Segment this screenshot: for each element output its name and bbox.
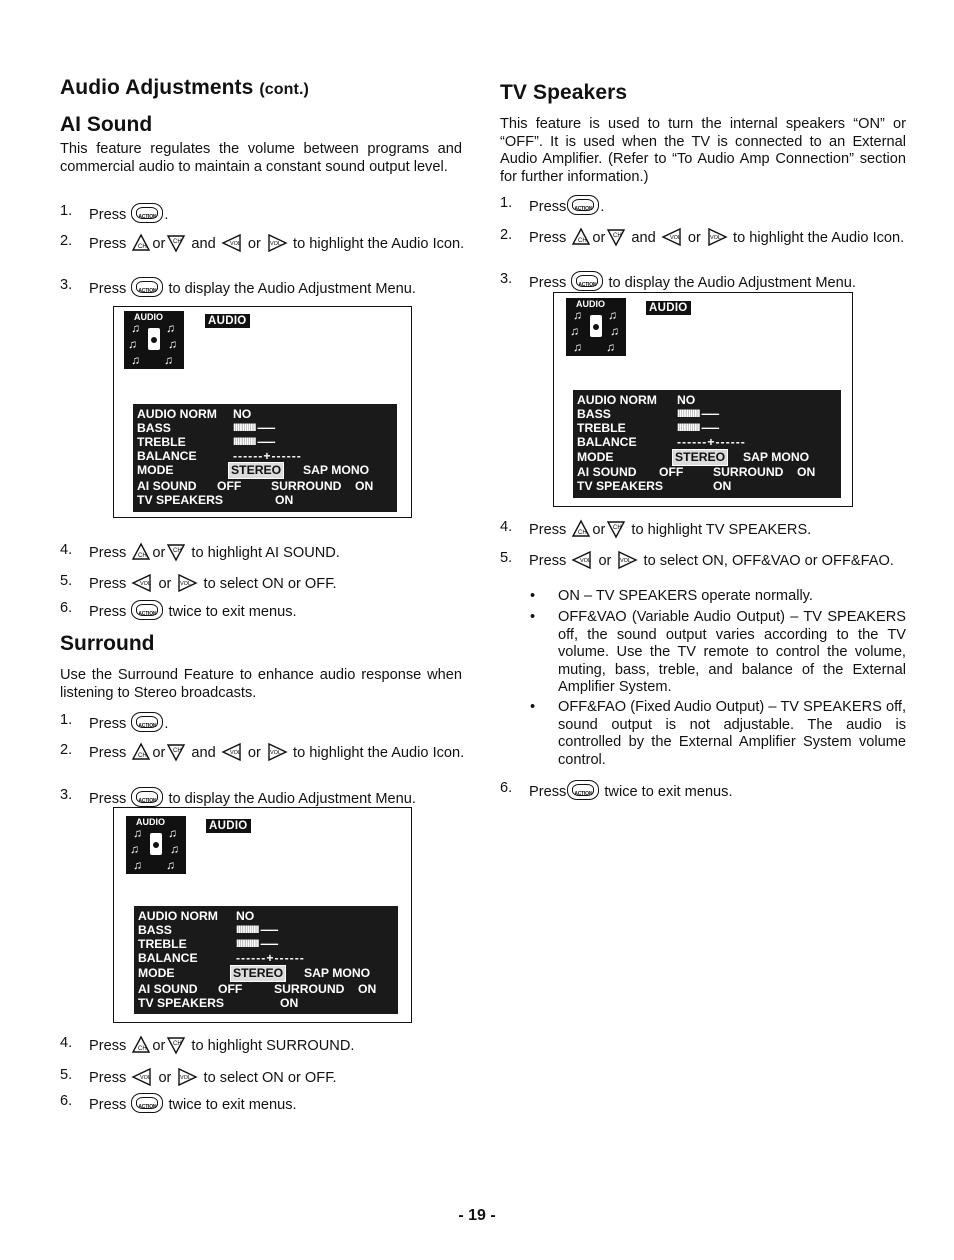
step-text: or [158, 576, 172, 592]
vol-left-icon [661, 227, 683, 247]
audio-menu-screen [113, 306, 412, 518]
vol-left-icon [131, 1067, 153, 1087]
step-text: Press [529, 199, 567, 215]
step-text: Press [89, 604, 127, 620]
treble-bar: IIIIIIIIIIII ------- [236, 938, 278, 950]
vol-label: VOL [709, 235, 721, 241]
audio-icon-label: AUDIO [136, 817, 165, 827]
tv-step-2 [500, 227, 906, 267]
audio-icon: AUDIO ♫ ♫ ♫ ♫ ♫ ♫ [566, 298, 626, 356]
step-text: or [152, 1038, 166, 1054]
step-text: Press [89, 207, 127, 223]
menu-balance: BALANCE [138, 951, 198, 965]
menu-audio-norm: AUDIO NORM [137, 407, 217, 421]
speaker-icon [148, 328, 160, 350]
step-number: 6. [60, 1093, 73, 1109]
vol-right-icon [266, 742, 288, 762]
vol-left-icon [221, 233, 243, 253]
menu-title: AUDIO [646, 301, 691, 315]
ch-down-icon [606, 227, 626, 247]
mode-sap-mono: SAP MONO [304, 966, 371, 980]
mode-stereo: STEREO [233, 966, 284, 980]
heading-cont: (cont.) [259, 81, 309, 98]
surround-intro: Use the Surround Feature to enhance audio response when listening to Stereo broadcasts. [60, 667, 462, 701]
tv-speakers-intro: This feature is used to turn the internal speakers “ON” or “OFF”. It is used when the TV is connected to an External Audio Amplifier. (Refer to “To Audio Amp Connection” section for further information.) [500, 116, 906, 185]
tv-speakers-heading: TV Speakers [500, 81, 628, 104]
heading-text: Audio Adjustments [60, 76, 254, 99]
step-number: 2. [60, 742, 73, 758]
step-text: to select ON or OFF. [203, 576, 337, 592]
step-text: to highlight the Audio Icon. [293, 236, 465, 252]
page-number: - 19 - [458, 1207, 496, 1224]
step-text: to display the Audio Adjustment Menu. [168, 791, 416, 807]
step-text: Press [529, 553, 567, 569]
step-number: 3. [60, 787, 73, 803]
action-button-icon [131, 1093, 163, 1113]
step-text: to select ON, OFF&VAO or OFF&FAO. [643, 553, 894, 569]
action-label: ACTION [138, 214, 157, 220]
speaker-icon [150, 833, 162, 855]
menu-tv-speakers-value: ON [280, 996, 299, 1010]
bullet-off-fao: • OFF&FAO (Fixed Audio Output) – TV SPEAKERS off, sound output is not adjustable. The audio is controlled by the External Amplifier System volume control. [530, 699, 906, 768]
menu-ai-sound-value: OFF [659, 465, 684, 479]
step-text: twice to exit menus. [604, 784, 733, 800]
menu-ai-sound-value: OFF [217, 479, 242, 493]
audio-menu-screen [553, 292, 853, 507]
action-button-icon [131, 277, 163, 297]
ch-label: CH [578, 530, 588, 536]
action-label: ACTION [578, 282, 597, 288]
menu-ai-sound: AI SOUND [577, 465, 637, 479]
menu-balance: BALANCE [577, 435, 637, 449]
menu-tv-speakers-value: ON [713, 479, 732, 493]
step-text: to select ON or OFF. [203, 1070, 337, 1086]
menu-bass: BASS [138, 923, 172, 937]
menu-treble: TREBLE [137, 435, 186, 449]
menu-audio-norm-value: NO [233, 407, 252, 421]
menu-panel [134, 906, 398, 1014]
menu-surround: SURROUND [271, 479, 342, 493]
menu-treble: TREBLE [138, 937, 187, 951]
balance-bar: ------+------ [236, 951, 305, 965]
menu-balance: BALANCE [137, 449, 197, 463]
menu-audio-norm: AUDIO NORM [577, 393, 657, 407]
ch-label: CH [173, 239, 183, 245]
bullet-text: ON – TV SPEAKERS operate normally. [558, 588, 813, 604]
menu-mode: MODE [138, 966, 175, 980]
menu-treble: TREBLE [577, 421, 626, 435]
menu-surround-value: ON [355, 479, 374, 493]
step-number: 1. [500, 195, 513, 211]
vol-label: VOL [180, 581, 192, 587]
vol-left-icon [131, 573, 153, 593]
vol-label: VOL [229, 750, 241, 756]
vol-label: VOL [180, 1075, 192, 1081]
action-label: ACTION [138, 611, 157, 617]
speaker-icon [590, 315, 602, 337]
balance-bar: ------+------ [677, 435, 746, 449]
step-text: to highlight the Audio Icon. [733, 230, 905, 246]
vol-label: VOL [669, 235, 681, 241]
step-text: to highlight SURROUND. [191, 1038, 355, 1054]
menu-audio-norm-value: NO [236, 909, 255, 923]
ch-down-icon [606, 519, 626, 539]
menu-ai-sound-value: OFF [218, 982, 243, 996]
vol-right-icon [176, 573, 198, 593]
step-number: 5. [60, 1067, 73, 1083]
step-text: Press [529, 522, 567, 538]
action-button-icon [131, 203, 163, 223]
menu-tv-speakers: TV SPEAKERS [577, 479, 664, 493]
vol-right-icon [176, 1067, 198, 1087]
surround-heading: Surround [60, 632, 155, 655]
ch-down-icon [166, 1035, 186, 1055]
menu-ai-sound: AI SOUND [137, 479, 197, 493]
step-text: or [247, 236, 261, 252]
ch-up-icon [571, 519, 591, 539]
mode-stereo: STEREO [675, 450, 726, 464]
audio-icon: AUDIO ♫ ♫ ♫ ♫ ♫ ♫ [124, 311, 184, 369]
step-text: and [191, 745, 216, 761]
ch-label: CH [138, 244, 148, 250]
action-label: ACTION [138, 798, 157, 804]
step-text: or [158, 1070, 172, 1086]
ch-down-icon [166, 742, 186, 762]
bullet-off-vao: • OFF&VAO (Variable Audio Output) – TV SPEAKERS off, the sound output varies according to the TV volume. Use the TV remote to control the volume, muting, bass, treble, and balance of the External Amplifier System. [530, 609, 906, 695]
action-label: ACTION [574, 791, 593, 797]
bullet-text: OFF&VAO (Variable Audio Output) – TV SPEAKERS off, the sound output varies according to the TV volume. Use the TV remote to control the volume, muting, bass, treble, and balance of the External Amplifier System. [558, 609, 906, 695]
ch-up-icon [131, 542, 151, 562]
vol-left-icon [571, 550, 593, 570]
ch-label: CH [173, 548, 183, 554]
menu-audio-norm-value: NO [677, 393, 696, 407]
menu-bass: BASS [137, 421, 171, 435]
step-text: Press [89, 791, 127, 807]
step-text: Press [89, 236, 127, 252]
menu-panel [133, 404, 397, 512]
mode-sap-mono: SAP MONO [743, 450, 810, 464]
mode-sap-mono: SAP MONO [303, 463, 370, 477]
ch-label: CH [173, 748, 183, 754]
step-number: 4. [60, 1035, 73, 1051]
action-label: ACTION [574, 206, 593, 212]
bass-bar: IIIIIIIIIIII ------- [233, 422, 275, 434]
bass-bar: IIIIIIIIIIII ------- [236, 924, 278, 936]
action-label: ACTION [138, 1104, 157, 1110]
bullet-text: OFF&FAO (Fixed Audio Output) – TV SPEAKERS off, sound output is not adjustable. The audio is controlled by the External Amplifier System volume control. [558, 699, 906, 768]
action-label: ACTION [138, 288, 157, 294]
bullet-on: • ON – TV SPEAKERS operate normally. [530, 588, 813, 604]
ch-up-icon [131, 233, 151, 253]
vol-label: VOL [140, 581, 152, 587]
menu-bass: BASS [577, 407, 611, 421]
step-text: Press [529, 784, 567, 800]
vol-label: VOL [580, 558, 592, 564]
step-text: to highlight AI SOUND. [191, 545, 340, 561]
step-text: Press [89, 1070, 127, 1086]
step-number: 1. [60, 203, 73, 219]
step-number: 2. [60, 233, 73, 249]
step-text: or [152, 545, 166, 561]
step-number: 4. [500, 519, 513, 535]
menu-mode: MODE [577, 450, 614, 464]
bass-bar: IIIIIIIIIIII ------- [677, 408, 719, 420]
step-number: 3. [500, 271, 513, 287]
menu-surround: SURROUND [274, 982, 345, 996]
step-text: or [152, 236, 166, 252]
step-number: 6. [500, 780, 513, 796]
menu-tv-speakers-value: ON [275, 493, 294, 507]
vol-right-icon [266, 233, 288, 253]
step-text: Press [529, 275, 567, 291]
audio-menu-screen [113, 807, 412, 1023]
ch-down-icon [166, 542, 186, 562]
ch-label: CH [138, 553, 148, 559]
action-button-icon [571, 271, 603, 291]
ch-up-icon [131, 1035, 151, 1055]
vol-left-icon [221, 742, 243, 762]
action-button-icon [567, 195, 599, 215]
step-text: to highlight TV SPEAKERS. [631, 522, 812, 538]
vol-label: VOL [620, 558, 632, 564]
ch-label: CH [173, 1041, 183, 1047]
tv-step-5 [500, 550, 906, 590]
menu-panel [573, 390, 841, 498]
step-text: twice to exit menus. [168, 604, 297, 620]
step-number: 1. [60, 712, 73, 728]
audio-adjustments-heading [60, 76, 309, 100]
treble-bar: IIIIIIIIIIII ------- [677, 422, 719, 434]
step-text: Press [89, 576, 127, 592]
menu-surround: SURROUND [713, 465, 784, 479]
step-number: 3. [60, 277, 73, 293]
step-number: 2. [500, 227, 513, 243]
menu-tv-speakers: TV SPEAKERS [138, 996, 225, 1010]
step-text: to display the Audio Adjustment Menu. [608, 275, 856, 291]
ai-sound-intro: This feature regulates the volume between programs and commercial audio to maintain a constant sound output level. [60, 141, 462, 175]
step-text: or [592, 522, 606, 538]
step-text: to highlight the Audio Icon. [293, 745, 465, 761]
ai-step-2 [60, 233, 465, 273]
menu-ai-sound: AI SOUND [138, 982, 198, 996]
ch-up-icon [131, 742, 151, 762]
action-button-icon [131, 712, 163, 732]
treble-bar: IIIIIIIIIIII ------- [233, 436, 275, 448]
action-button-icon [131, 600, 163, 620]
ai-sound-heading: AI Sound [60, 113, 153, 136]
menu-title: AUDIO [205, 314, 250, 328]
step-text: Press [89, 281, 127, 297]
step-text: or [598, 553, 612, 569]
vol-label: VOL [269, 241, 281, 247]
ch-down-icon [166, 233, 186, 253]
ch-up-icon [571, 227, 591, 247]
audio-icon: AUDIO ♫ ♫ ♫ ♫ ♫ ♫ [126, 816, 186, 874]
ch-label: CH [138, 1046, 148, 1052]
step-text: or [152, 745, 166, 761]
ch-label: CH [613, 233, 623, 239]
menu-surround-value: ON [358, 982, 377, 996]
step-number: 5. [60, 573, 73, 589]
step-text: or [592, 230, 606, 246]
vol-label: VOL [269, 750, 281, 756]
step-text: or [687, 230, 701, 246]
menu-audio-norm: AUDIO NORM [138, 909, 218, 923]
vol-label: VOL [140, 1075, 152, 1081]
step-text: Press [89, 545, 127, 561]
menu-surround-value: ON [797, 465, 816, 479]
step-text: and [631, 230, 656, 246]
step-number: 6. [60, 600, 73, 616]
mode-stereo: STEREO [231, 463, 282, 477]
ch-label: CH [138, 753, 148, 759]
ch-label: CH [613, 525, 623, 531]
step-number: 5. [500, 550, 513, 566]
step-text: Press [89, 716, 127, 732]
vol-right-icon [616, 550, 638, 570]
action-button-icon [567, 780, 599, 800]
step-text: Press [529, 230, 567, 246]
action-button-icon [131, 787, 163, 807]
step-number: 4. [60, 542, 73, 558]
menu-mode: MODE [137, 463, 174, 477]
sur-step-2 [60, 742, 465, 782]
step-text: to display the Audio Adjustment Menu. [168, 281, 416, 297]
audio-icon-label: AUDIO [134, 312, 163, 322]
ch-label: CH [578, 238, 588, 244]
step-text: and [191, 236, 216, 252]
step-text: Press [89, 745, 127, 761]
step-text: Press [89, 1038, 127, 1054]
step-text: Press [89, 1097, 127, 1113]
vol-right-icon [706, 227, 728, 247]
step-text: or [247, 745, 261, 761]
action-label: ACTION [138, 723, 157, 729]
balance-bar: ------+------ [233, 449, 302, 463]
vol-label: VOL [229, 241, 241, 247]
audio-icon-label: AUDIO [576, 299, 605, 309]
menu-tv-speakers: TV SPEAKERS [137, 493, 224, 507]
step-text: twice to exit menus. [168, 1097, 297, 1113]
menu-title: AUDIO [206, 819, 251, 833]
